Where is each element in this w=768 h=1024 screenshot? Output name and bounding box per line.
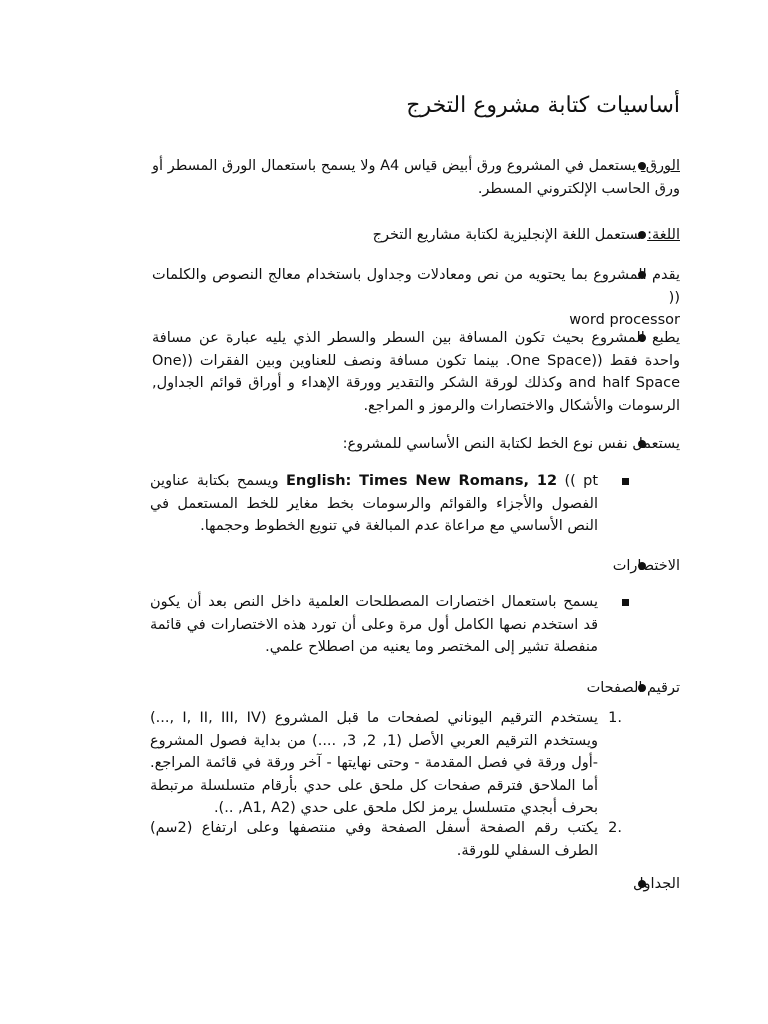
paging-number: 2. xyxy=(608,820,622,836)
paging-item-2: يكتب رقم الصفحة أسفل الصفحة وفي منتصفها وعلى ارتفاع (2سم) الطرف السفلي للورقة. xyxy=(150,820,598,859)
paper-item xyxy=(152,155,680,200)
paging-heading: ترقيم الصفحات xyxy=(586,680,680,696)
language-text: تستعمل اللغة الإنجليزية لكتابة مشاريع التخرج xyxy=(372,227,648,243)
font-sub-item xyxy=(150,470,598,538)
word-processor-term: word processor xyxy=(569,312,680,328)
paging-item-1: يستخدم الترقيم اليوناني لصفحات ما قبل المشروع (I, II, III, IV ,...) ويستخدم الترقيم العربي الأصل (1, 2, 3, ....) من بداية فصول المشروع -أول ورقة في فصل المقدمة - وحتى نهايتها - آخر ورقة في قائمة المراجع. أما الملاحق فترقم صفحات كل ملحق على حدي بأرقام متسلسلة مرتبطة بحرف أبجدي متسلسل يرمز لكل ملحق على حدي (A1, A2, ..). xyxy=(150,710,599,816)
tables-heading: الجداول xyxy=(633,876,680,892)
page-title: أساسيات كتابة مشروع التخرج xyxy=(406,93,680,118)
square-bullet-icon xyxy=(622,478,629,485)
font-sub-text: (( pt ويسمح بكتابة عناوين الفصول والأجزاء والقوائم والرسومات بخط مغاير للخط المستعمل في النص الأساسي مع مراعاة عدم المبالغة في تنويع الخطوط وحجمها. xyxy=(150,473,599,534)
square-bullet-icon xyxy=(622,599,629,606)
font-item: يستعمل نفس نوع الخط لكتابة النص الأساسي للمشروع: xyxy=(342,436,680,452)
spacing-item: يطبع المشروع بحيث تكون المسافة بين السطر والسطر الذي يليه عبارة عن مسافة واحدة فقط ((One Space. بينما تكون مسافة ونصف للعناوين وبين الفقرات ((One and half Space وكذلك لورقة الشكر والتقدير وورقة الإهداء و أوراق قوائم الجداول, الرسومات والأشكال والاختصارات والرموز و المراجع. xyxy=(152,330,681,414)
language-label: اللغة: xyxy=(647,227,680,243)
language-item xyxy=(152,224,680,247)
abbr-sub-item: يسمح باستعمال اختصارات المصطلحات العلمية داخل النص بعد أن يكون قد استخدم نصها الكامل أول مرة وعلى أن تورد هذه الاختصارات في قائمة منفصلة تشير إلى المختصر وما يعنيه من اصطلاح علمي. xyxy=(150,594,598,655)
paper-text: يستعمل في المشروع ورق أبيض قياس A4 ولا يسمح باستعمال الورق المسطر أو ورق الحاسب الإلكتروني المسطر. xyxy=(152,158,680,197)
abbr-heading: الاختصارات xyxy=(612,558,680,574)
word-processor-text: يقدم المشروع بما يحتويه من نص ومعادلات وجداول باستخدام معالج النصوص والكلمات (( xyxy=(152,267,680,306)
word-processor-item xyxy=(152,264,680,332)
paging-number: 1. xyxy=(608,710,622,726)
paper-label: الورق: xyxy=(640,158,680,174)
font-name: English: Times New Romans, 12 xyxy=(286,473,558,489)
